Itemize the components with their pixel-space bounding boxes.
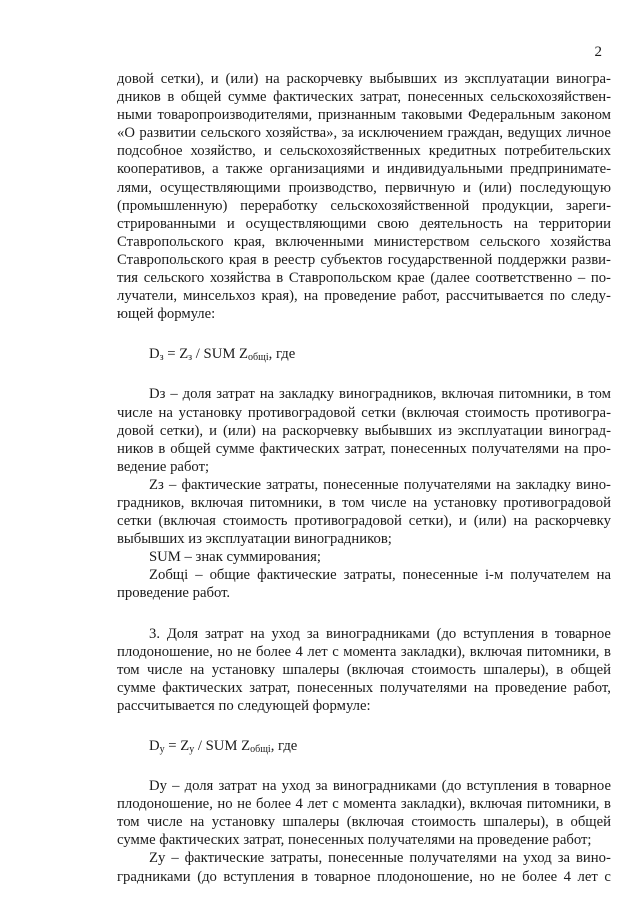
text-line: лучатели, минсельхоз края), на проведение работ, рассчитывается по следу-	[117, 288, 611, 305]
text-line: Dу – доля затрат на уход за виноградниками (до вступления в товарное	[149, 778, 611, 795]
text-line: стрированными и осуществляющими свою деятельность на территории	[117, 215, 611, 232]
text-line: градников, включая питомники, в том числе на установку противоградовой	[117, 494, 611, 511]
paragraph-3	[117, 625, 611, 715]
definition-zz	[117, 476, 611, 548]
definition-dy	[117, 777, 611, 849]
text-line: 3. Доля затрат на уход за виноградниками (до вступления в товарное	[149, 625, 611, 642]
document-body	[117, 70, 611, 886]
text-line: плодоношение, но не более 4 лет с момента закладки), включая питомники, в	[117, 796, 611, 813]
definition-zy	[117, 849, 611, 885]
text-line: градниками (до вступления в товарное плодоношение, но не более 4 лет с	[117, 868, 611, 885]
text-line: ными товаропроизводителями, признанным таковыми Федеральным законом	[117, 107, 611, 124]
text-line: выбывших из эксплуатации виноградников;	[117, 531, 392, 548]
text-line: дников в общей сумме фактических затрат, понесенных сельскохозяйствен-	[117, 89, 611, 106]
text-line: Zобщi – общие фактические затраты, понесенные i-м получателем на	[149, 567, 611, 584]
paragraph-intro	[117, 70, 611, 323]
text-line: сетки (включая стоимость противоградовой сетки), и (или) на раскорчевку	[117, 513, 611, 530]
definition-sum: SUM – знак суммирования;	[149, 549, 321, 566]
text-line: (промышленную) переработку сельскохозяйственной продукции, зареги-	[117, 197, 611, 214]
definition-dz	[117, 385, 611, 475]
text-line: числе на установку противоградовой сетки (включая стоимость противогра-	[117, 404, 611, 421]
text-line: подсобное хозяйство, и сельскохозяйственных кредитных потребительских	[117, 143, 611, 160]
definition-zobshi	[117, 566, 611, 602]
formula-dy: $D_у = Z_у$ / SUM $Z_{общi}$, где	[149, 738, 298, 755]
text-line: тия сельского хозяйства в Ставропольском крае (далее соответственно – по-	[117, 270, 611, 287]
text-line: том числе на установку шпалеры (включая стоимость шпалеры), в общей	[117, 814, 611, 831]
text-line: Dз – доля затрат на закладку виноградников, включая питомники, в том	[149, 386, 611, 403]
text-line: сумме фактических затрат, понесенных получателями на проведение работ;	[117, 832, 592, 849]
text-line: ведение работ;	[117, 458, 210, 475]
text-line: Ставропольского края в реестр субъектов государственной поддержки разви-	[117, 251, 611, 268]
text-line: ников в общей сумме фактических затрат, понесенных получателями на про-	[117, 440, 611, 457]
text-line: кооперативов, а также организациями и индивидуальными предпринимате-	[117, 161, 611, 178]
text-line: Zу – фактические затраты, понесенные получателями на уход за вино-	[149, 850, 611, 867]
text-line: довой сетки), и (или) на раскорчевку выбывших из эксплуатации виногра-	[117, 71, 611, 87]
page-number: 2	[594, 44, 602, 60]
text-line: сумме фактических затрат, понесенных получателями на проведение работ,	[117, 679, 611, 696]
formula-dz: $D_з = Z_з$ / SUM $Z_{общi}$, где	[149, 346, 296, 364]
text-line: рассчитывается по следующей формуле:	[117, 697, 371, 714]
text-line: «О развитии сельского хозяйства», за исключением граждан, ведущих личное	[117, 125, 611, 142]
text-line: лями, осуществляющими производство, первичную и (или) последующую	[117, 179, 611, 196]
text-line: Ставропольского края, включенными министерством сельского хозяйства	[117, 233, 611, 250]
text-line: ющей формуле:	[117, 306, 216, 323]
text-line: проведение работ.	[117, 585, 231, 602]
text-line: плодоношение, но не более 4 лет с момента закладки), включая питомники, в	[117, 643, 611, 660]
text-line: том числе на установку шпалеры (включая стоимость шпалеры), в общей	[117, 661, 611, 678]
text-line: Zз – фактические затраты, понесенные получателями на закладку вино-	[149, 476, 611, 493]
text-line: довой сетки), и (или) на раскорчевку выбывших из эксплуатации виноград-	[117, 422, 611, 439]
